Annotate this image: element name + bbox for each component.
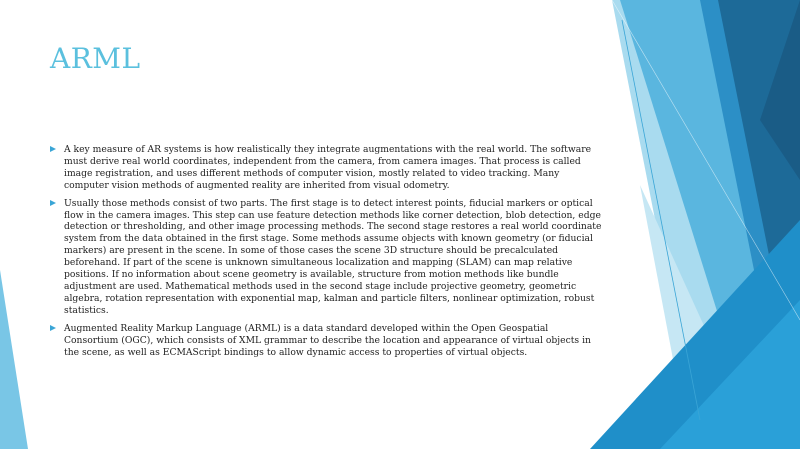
bullet-text: Usually those methods consist of two parts. The first stage is to detect interest points, fiducial markers or optical flow in the camera images. This step can use feature detection methods like corner detection, blob detection, edge detection or thresholding, and other image processing methods. The second stage restores a real world coordinate system from the data obtained in the first stage. Some methods assume objects with known geometry (or fiducial markers) are present in the scene. In some of those cases the scene 3D structure should be precalculated beforehand. If part of the scene is unknown simultaneous localization and mapping (SLAM) can map relative positions. If no information about scene geometry is available, structure from motion methods like bundle adjustment are used. Mathematical methods used in the second stage include projective geometry, geometric algebra, rotation representation with exponential map, kalman and particle filters, nonlinear optimization, robust statistics. (64, 197, 602, 316)
bullet-arrow-icon (50, 200, 56, 206)
bullet-item (50, 198, 602, 317)
bullet-text: Augmented Reality Markup Language (ARML) is a data standard developed within the Open Geospatial Consortium (OGC), which consists of XML grammar to describe the location and appearance of virtual objects in the scene, as well as ECMAScript bindings to allow dynamic access to properties of virtual objects. (64, 322, 591, 358)
slide-title: ARML (50, 42, 141, 75)
left-accent-shape (0, 270, 28, 449)
bullet-item (50, 144, 602, 192)
bullet-item (50, 323, 602, 359)
bullet-arrow-icon (50, 325, 56, 331)
bullet-arrow-icon (50, 146, 56, 152)
bullet-text: A key measure of AR systems is how realistically they integrate augmentations with the real world. The software must derive real world coordinates, independent from the camera, from camera images. That process is called image registration, and uses different methods of computer vision, mostly related to video tracking. Many computer vision methods of augmented reality are inherited from visual odometry. (64, 144, 592, 191)
bullet-list (50, 144, 602, 364)
